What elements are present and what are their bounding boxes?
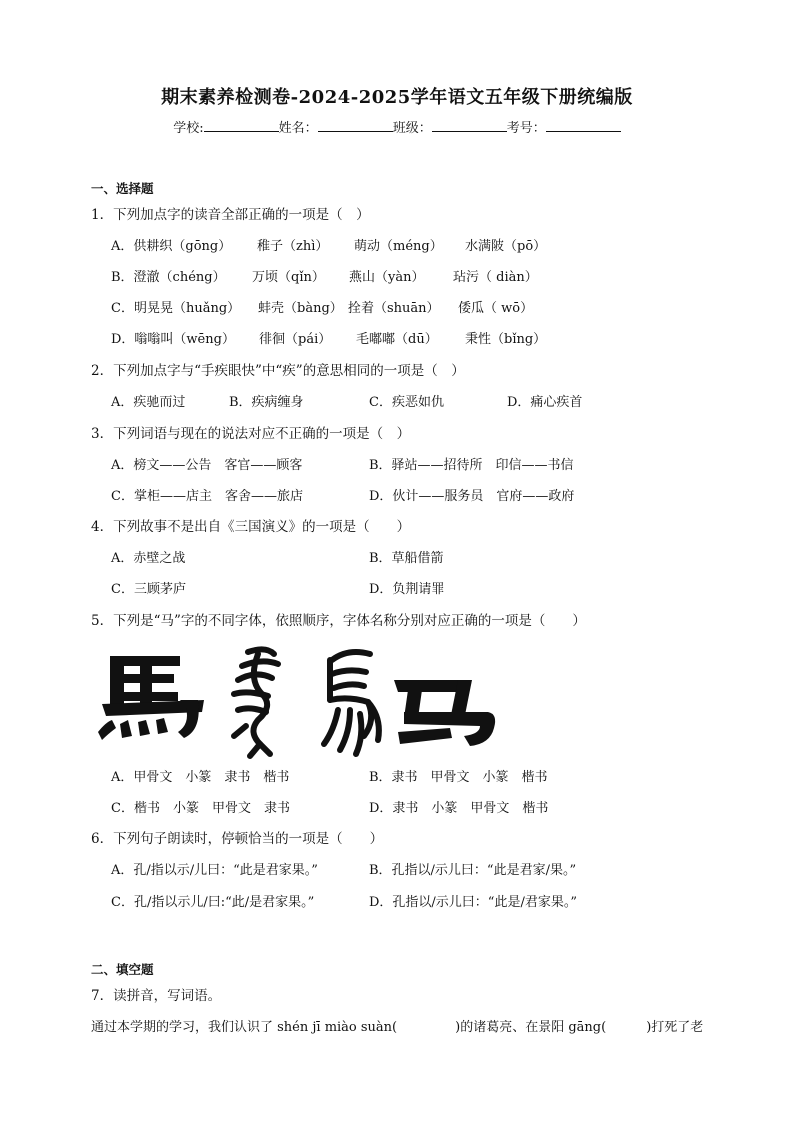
horse-character-scripts-image bbox=[98, 640, 498, 760]
student-info-line bbox=[0, 120, 794, 135]
question-1-stem: 1．下列加点字的读音全部正确的一项是（ ） bbox=[91, 207, 370, 223]
glyph-seal-horse bbox=[324, 652, 379, 754]
q7-text-part-1: 通过本学期的学习，我们认识了 shén jī miào suàn( bbox=[91, 1020, 398, 1035]
question-4-stem: 4．下列故事不是出自《三国演义》的一项是（ ） bbox=[91, 519, 411, 535]
q5-option-a: A．甲骨文 小篆 隶书 楷书 bbox=[111, 770, 290, 785]
q6-option-b: B．孔指以/示儿曰：“此是君家/果。” bbox=[369, 863, 577, 878]
question-7-stem: 7．读拼音，写词语。 bbox=[91, 988, 222, 1004]
question-6-stem: 6．下列句子朗读时，停顿恰当的一项是（ ） bbox=[91, 831, 384, 847]
q1-option-c-2: 蚌壳（bàng） bbox=[258, 301, 343, 316]
q1-option-b-1: B．澄澈（chéng） bbox=[111, 270, 226, 285]
q1-option-a-3: 萌动（méng） bbox=[354, 239, 443, 254]
q7-text-part-3: )打死了老 bbox=[646, 1020, 704, 1035]
q4-option-c: C．三顾茅庐 bbox=[111, 582, 186, 597]
glyph-regular-horse bbox=[394, 680, 495, 746]
q1-option-d-3: 毛嘟嘟（dū） bbox=[356, 332, 438, 347]
q1-option-a-2: 稚子（zhì） bbox=[257, 239, 329, 254]
q2-option-c: C．疾恶如仇 bbox=[369, 395, 444, 410]
q1-option-c-4: 倭瓜（ wō） bbox=[458, 301, 534, 316]
section-heading-fill: 二、填空题 bbox=[91, 962, 154, 977]
name-label: 姓名： bbox=[278, 121, 318, 136]
q3-option-a: A．榜文——公告 客官——顾客 bbox=[111, 458, 303, 473]
q6-option-a: A．孔/指以示/儿曰：“此是君家果。” bbox=[111, 863, 318, 878]
question-7-line bbox=[91, 1021, 703, 1034]
q6-option-c: C．孔/指以示儿/曰:“此/是君家果。” bbox=[111, 895, 315, 910]
class-blank[interactable] bbox=[432, 120, 507, 132]
page-title: 期末素养检测卷-2024-2025学年语文五年级下册统编版 bbox=[161, 87, 633, 108]
q3-option-c: C．掌柜——店主 客舍——旅店 bbox=[111, 489, 303, 504]
q2-option-d: D．痛心疾首 bbox=[507, 395, 583, 410]
glyph-oracle-horse bbox=[234, 649, 278, 756]
q7-text-part-2: )的诸葛亮、在景阳 gāng( bbox=[455, 1020, 607, 1035]
q3-option-d: D．伙计——服务员 官府——政府 bbox=[369, 489, 575, 504]
question-5-stem: 5．下列是“马”字的不同字体，依照顺序，字体名称分别对应正确的一项是（ ） bbox=[91, 613, 586, 629]
q1-option-d-4: 秉性（bǐng） bbox=[465, 332, 547, 347]
q1-option-c-1: C．明晃晃（huǎng） bbox=[111, 301, 241, 316]
q4-option-d: D．负荆请罪 bbox=[369, 582, 445, 597]
school-label: 学校: bbox=[173, 121, 204, 136]
q1-option-b-3: 燕山（yàn） bbox=[349, 270, 425, 285]
q1-option-b-4: 玷污（ diàn） bbox=[453, 270, 538, 285]
q1-option-d-2: 徘徊（pái） bbox=[259, 332, 332, 347]
q2-option-b: B．疾病缠身 bbox=[229, 395, 304, 410]
q5-option-c: C．楷书 小篆 甲骨文 隶书 bbox=[111, 801, 290, 816]
q1-option-d-1: D．嗡嗡叫（wēng） bbox=[111, 332, 235, 347]
q1-option-a-4: 水满陂（pō） bbox=[465, 239, 547, 254]
q2-option-a: A．疾驰而过 bbox=[111, 395, 186, 410]
exam-number-label: 考号： bbox=[506, 121, 546, 136]
q4-option-a: A．赤壁之战 bbox=[111, 551, 186, 566]
q5-option-b: B．隶书 甲骨文 小篆 楷书 bbox=[369, 770, 548, 785]
q4-option-b: B．草船借箭 bbox=[369, 551, 444, 566]
q3-option-b: B．驿站——招待所 印信——书信 bbox=[369, 458, 574, 473]
q1-option-c-3: 拴着（shuān） bbox=[348, 301, 440, 316]
q1-option-a-1: A．供耕织（gōng） bbox=[111, 239, 232, 254]
class-label: 班级： bbox=[392, 121, 432, 136]
question-2-stem: 2．下列加点字与“手疾眼快”中“疾”的意思相同的一项是（ ） bbox=[91, 363, 465, 379]
school-blank[interactable] bbox=[204, 120, 279, 132]
glyph-clerical-horse bbox=[98, 656, 204, 740]
q6-option-d: D．孔指以/示儿曰：“此是/君家果。” bbox=[369, 895, 577, 910]
q1-option-b-2: 万顷（qǐn） bbox=[252, 270, 325, 285]
q5-option-d: D．隶书 小篆 甲骨文 楷书 bbox=[369, 801, 549, 816]
section-heading-choice: 一、选择题 bbox=[91, 181, 154, 196]
name-blank[interactable] bbox=[318, 120, 393, 132]
question-3-stem: 3．下列词语与现在的说法对应不正确的一项是（ ） bbox=[91, 426, 411, 442]
exam-number-blank[interactable] bbox=[546, 120, 621, 132]
